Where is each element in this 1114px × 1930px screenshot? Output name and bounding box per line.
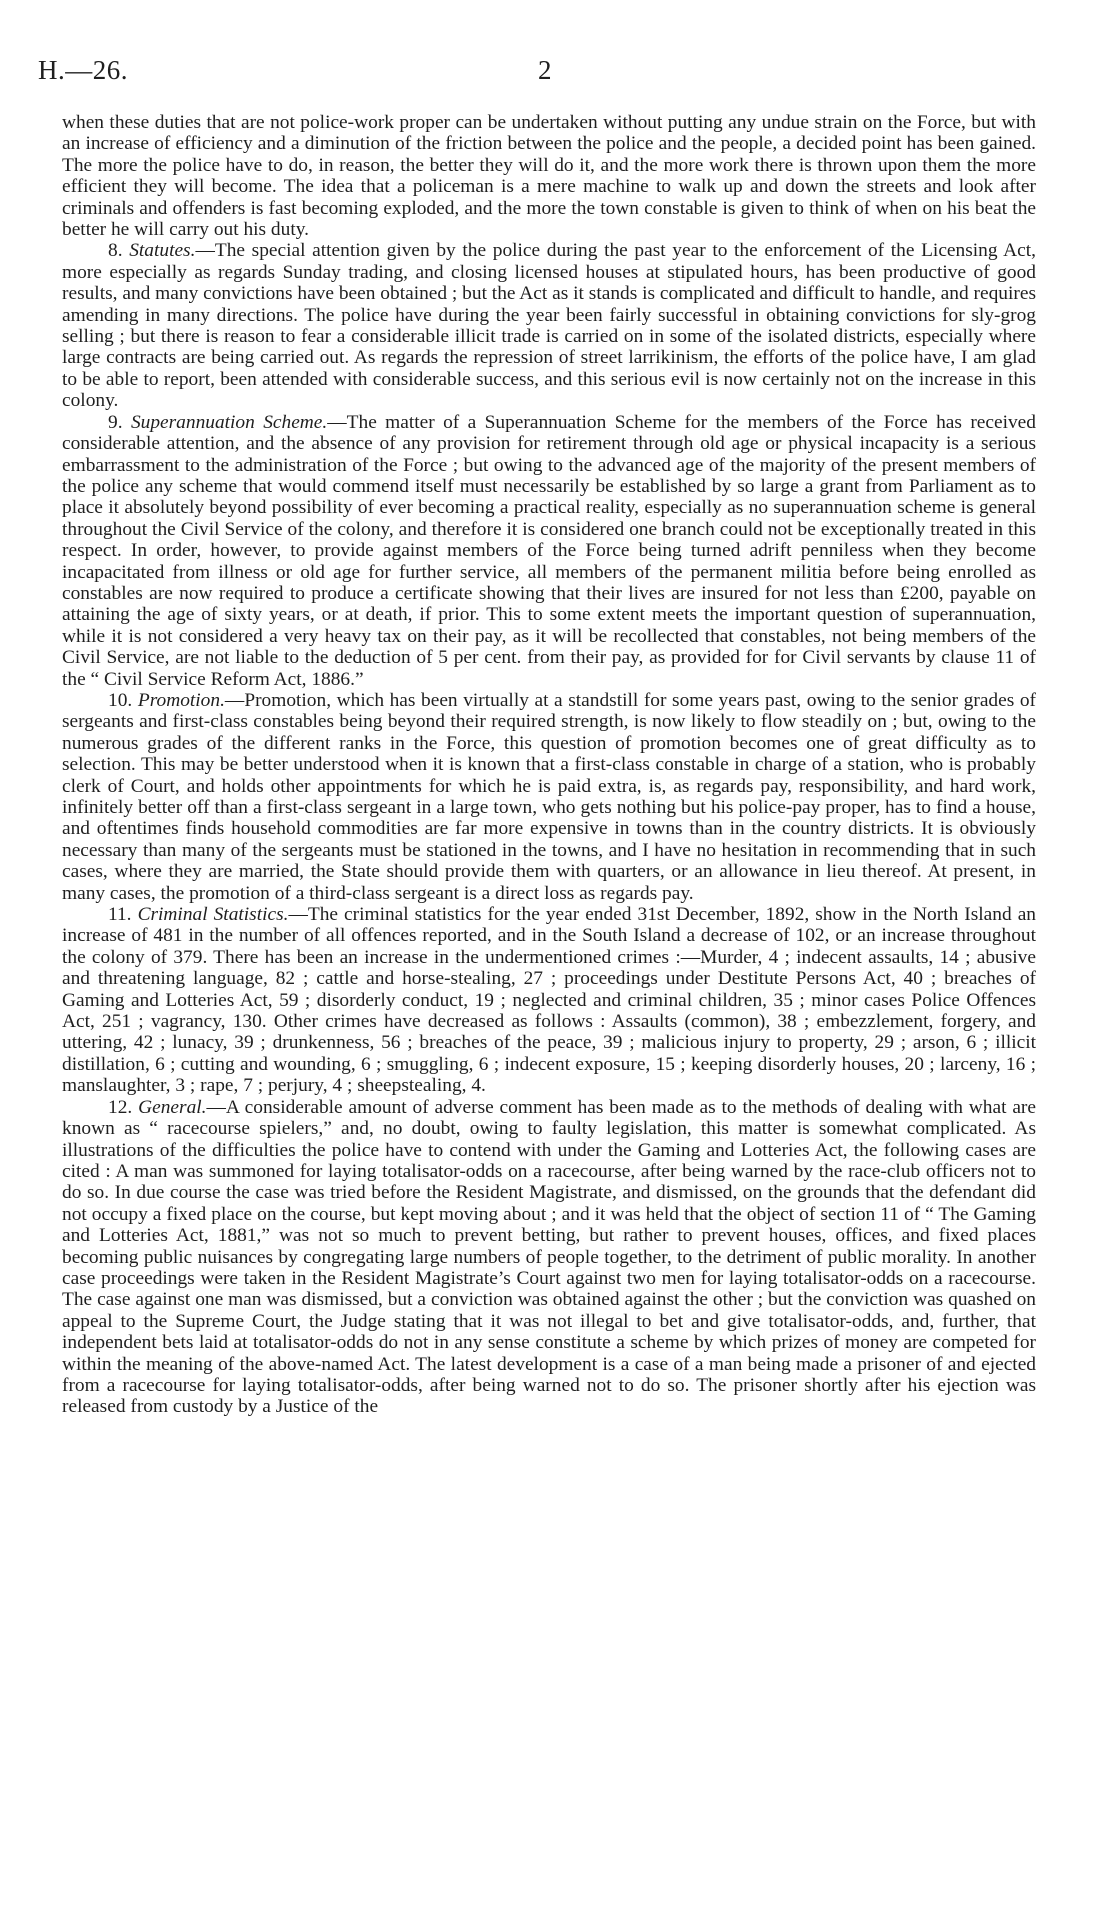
paragraph-text: —The special attention given by the police during the past year to the enforcement of the Licensing Act, more especially as regards Sunday trading, and closing licensed houses at stipulated hours, has been productive of good results, and many convictions have been obtained ; but the Act as it stands is complicated and difficult to handle, and requires amending in many directions. The police have during the year been fairly successful in obtaining convictions for sly-grog selling ; but there is reason to fear a considerable illicit trade is carried on in some of the isolated districts, especially where large contracts are being carried out. As regards the repression of street larrikinism, the efforts of the police have, I am glad to be able to report, been attended with considerable success, and this serious evil is now certainly not on the increase in this colony. (62, 240, 1036, 412)
paragraph-heading: Promotion. (137, 689, 225, 711)
paragraph-number: 10. (108, 689, 133, 711)
page-number: 2 (538, 55, 552, 85)
paragraph-text: —Promotion, which has been virtually at a standstill for some years past, owing to the senior grades of sergeants and first-class constables being beyond their required strength, is now likely to flow steadily on ; but, owing to the numerous grades of the different ranks in the Force, this question of promotion becomes one of great difficulty as to selection. This may be better understood when it is known that a first-class constable in charge of a station, who is probably clerk of Court, and holds other appointments for which he is paid extra, is, as regards pay, responsibility, and hard work, infinitely better off than a first-class sergeant in a large town, who gets nothing but his police-pay proper, has to find a house, and oftentimes finds household commodities are far more expensive in towns than in the country districts. It is obviously necessary than many of the sergeants must be stationed in the towns, and I have no hesitation in recommending that in such cases, where they are married, the State should provide them with quarters, or an allowance in lieu thereof. At present, in many cases, the promotion of a third-class sergeant is a direct loss as regards pay. (62, 689, 1037, 904)
paragraph-superannuation (62, 412, 1036, 690)
paragraph-number: 12. (108, 1096, 133, 1118)
document-code: H.—26. (38, 55, 128, 85)
paragraph-promotion (62, 690, 1036, 904)
paragraph-heading: General. (138, 1096, 207, 1118)
paragraph-number: 8. (108, 240, 123, 262)
body-text (62, 112, 1036, 1418)
paragraph-number: 9. (108, 411, 123, 433)
paragraph-number: 11. (108, 904, 132, 926)
paragraph-text: —The criminal statistics for the year ended 31st December, 1892, show in the North Island an increase of 481 in the number of all offences reported, and in the South Island a decrease of 102, or an increase throughout the colony of 379. There has been an increase in the undermentioned crimes :—Murder, 4 ; indecent assaults, 14 ; abusive and threatening language, 82 ; cattle and horse-stealing, 27 ; proceedings under Destitute Persons Act, 40 ; breaches of Gaming and Lotteries Act, 59 ; disorderly conduct, 19 ; neglected and criminal children, 35 ; minor cases Police Offences Act, 251 ; vagrancy, 130. Other crimes have decreased as follows : Assaults (common), 38 ; embezzlement, forgery, and uttering, 42 ; lunacy, 39 ; drunkenness, 56 ; breaches of the peace, 39 ; malicious injury to property, 29 ; arson, 6 ; illicit distillation, 6 ; cutting and wounding, 6 ; smuggling, 6 ; indecent exposure, 15 ; keeping disorderly houses, 20 ; larceny, 16 ; manslaughter, 3 ; rape, 7 ; perjury, 4 ; sheepstealing, 4. (62, 904, 1036, 1097)
paragraph-text: when these duties that are not police-work proper can be undertaken without putting any undue strain on the Force, but with an increase of efficiency and a diminution of the friction between the police and the people, a decided point has been gained. The more the police have to do, in reason, the better they will do it, and the more work there is thrown upon them the more efficient they will become. The idea that a policeman is a mere machine to walk up and down the streets and look after criminals and offenders is fast becoming exploded, and the more the town constable is given to think of when on his beat the better he will carry out his duty. (62, 112, 1036, 241)
paragraph-heading: Superannuation Scheme. (130, 411, 328, 433)
paragraph-criminal-statistics (62, 904, 1036, 1097)
paragraph-statutes (62, 240, 1036, 411)
paragraph-heading: Statutes. (129, 240, 196, 262)
paragraph-heading: Criminal Statistics. (137, 904, 289, 926)
paragraph-continuation (62, 112, 1036, 240)
page-header (38, 55, 1038, 95)
paragraph-text: —The matter of a Superannuation Scheme for the members of the Force has received considerable attention, and the absence of any provision for retirement through old age or physical incapacity is a serious embarrassment to the administration of the Force ; but owing to the advanced age of the majority of the present members of the police any scheme that would commend itself must necessarily be established by so large a grant from Parliament as to place it absolutely beyond possibility of ever becoming a practical reality, especially as no superannuation scheme is general throughout the Civil Service of the colony, and therefore it is considered one branch could not be exceptionally treated in this respect. In order, however, to provide against members of the Force being turned adrift penniless when they become incapacitated from illness or old age for further service, all members of the permanent militia before being enrolled as constables are now required to produce a certificate showing that their lives are insured for not less than £200, payable on attaining the age of sixty years, or at death, if prior. This to some extent meets the important question of superannuation, while it is not considered a very heavy tax on their pay, as it will be recollected that constables, not being members of the Civil Service, are not liable to the deduction of 5 per cent. from their pay, as provided for for Civil servants by clause 11 of the “ Civil Service Reform Act, 1886.” (62, 411, 1036, 690)
paragraph-text: —A considerable amount of adverse comment has been made as to the methods of dealing with what are known as “ racecourse spielers,” and, no doubt, owing to faulty legislation, this matter is somewhat complicated. As illustrations of the difficulties the police have to contend with under the Gaming and Lotteries Act, the following cases are cited : A man was summoned for laying totalisator-odds on a racecourse, after being warned by the race-club officers not to do so. In due course the case was tried before the Resident Magistrate, and dismissed, on the grounds that the defendant did not occupy a fixed place on the course, but kept moving about ; and it was held that the object of section 11 of “ The Gaming and Lotteries Act, 1881,” was not so much to prevent betting, but rather to prevent houses, offices, and fixed places becoming public nuisances by congregating large numbers of people together, to the detriment of public morality. In another case proceedings were taken in the Resident Magistrate’s Court against two men for laying totalisator-odds on a racecourse. The case against one man was dismissed, but a conviction was obtained against the other ; but the conviction was quashed on appeal to the Supreme Court, the Judge stating that it was not illegal to bet and give totalisator-odds, and, further, that independent bets laid at totalisator-odds do not in any sense constitute a scheme by which prizes of money are competed for within the meaning of the above-named Act. The latest development is a case of a man being made a prisoner of and ejected from a racecourse for laying totalisator-odds, after being warned not to do so. The prisoner shortly after his ejection was released from custody by a Justice of the (62, 1096, 1036, 1418)
paragraph-general (62, 1097, 1036, 1418)
